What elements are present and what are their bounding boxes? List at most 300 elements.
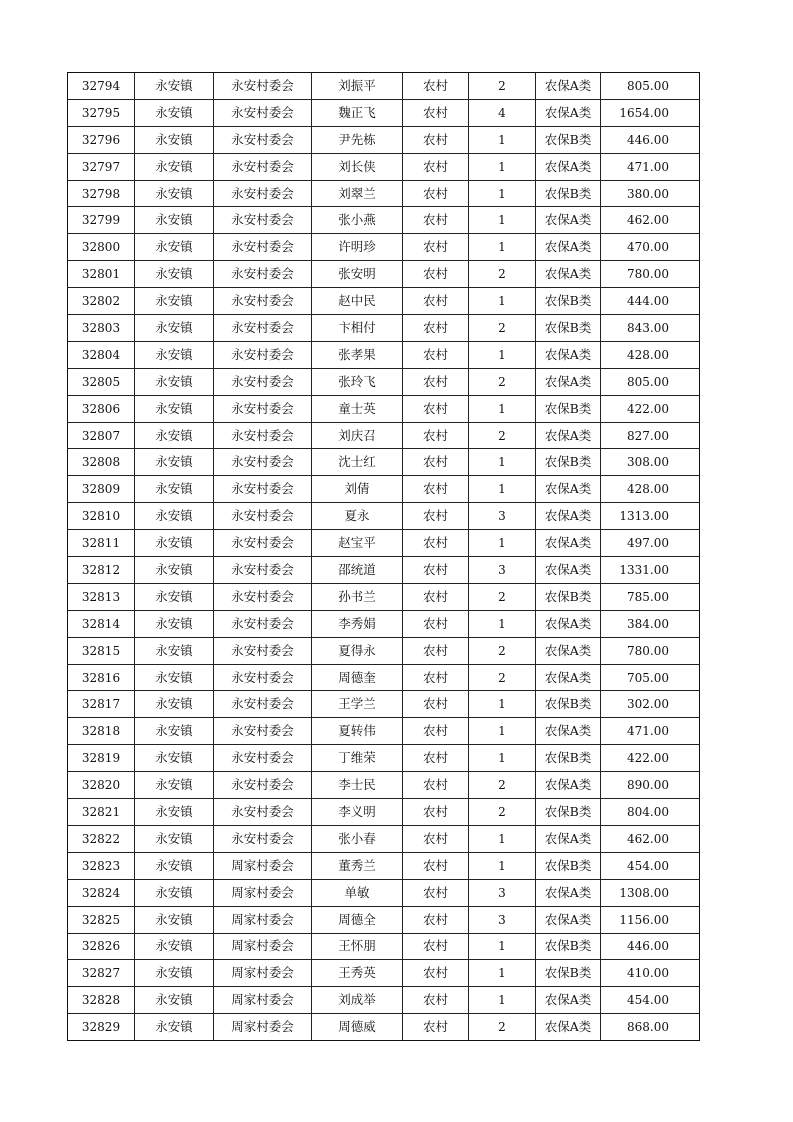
household-size-cell: 2 xyxy=(469,664,536,691)
name-cell: 张玲飞 xyxy=(312,368,403,395)
amount-cell: 471.00 xyxy=(601,153,700,180)
household-size-cell: 1 xyxy=(469,476,536,503)
insurance-category-cell: 农保A类 xyxy=(536,368,601,395)
serial-number-cell: 32799 xyxy=(68,207,135,234)
village-committee-cell: 周家村委会 xyxy=(214,1014,312,1041)
town-cell: 永安镇 xyxy=(135,99,214,126)
town-cell: 永安镇 xyxy=(135,583,214,610)
amount-cell: 410.00 xyxy=(601,960,700,987)
village-committee-cell: 周家村委会 xyxy=(214,960,312,987)
serial-number-cell: 32803 xyxy=(68,315,135,342)
serial-number-cell: 32798 xyxy=(68,180,135,207)
village-committee-cell: 永安村委会 xyxy=(214,476,312,503)
area-type-cell: 农村 xyxy=(403,960,469,987)
household-size-cell: 1 xyxy=(469,987,536,1014)
table-row xyxy=(68,879,700,906)
area-type-cell: 农村 xyxy=(403,99,469,126)
serial-number-cell: 32811 xyxy=(68,530,135,557)
amount-cell: 805.00 xyxy=(601,73,700,100)
amount-cell: 1156.00 xyxy=(601,906,700,933)
table-row xyxy=(68,960,700,987)
insurance-category-cell: 农保B类 xyxy=(536,745,601,772)
village-committee-cell: 周家村委会 xyxy=(214,933,312,960)
table-row xyxy=(68,315,700,342)
name-cell: 夏转伟 xyxy=(312,718,403,745)
table-row xyxy=(68,664,700,691)
name-cell: 王学兰 xyxy=(312,691,403,718)
village-committee-cell: 永安村委会 xyxy=(214,261,312,288)
serial-number-cell: 32808 xyxy=(68,449,135,476)
serial-number-cell: 32795 xyxy=(68,99,135,126)
insurance-category-cell: 农保B类 xyxy=(536,180,601,207)
insurance-category-cell: 农保A类 xyxy=(536,99,601,126)
serial-number-cell: 32815 xyxy=(68,637,135,664)
insurance-category-cell: 农保A类 xyxy=(536,73,601,100)
serial-number-cell: 32825 xyxy=(68,906,135,933)
serial-number-cell: 32818 xyxy=(68,718,135,745)
table-row xyxy=(68,906,700,933)
amount-cell: 1654.00 xyxy=(601,99,700,126)
village-committee-cell: 永安村委会 xyxy=(214,73,312,100)
town-cell: 永安镇 xyxy=(135,395,214,422)
household-size-cell: 1 xyxy=(469,207,536,234)
household-size-cell: 2 xyxy=(469,637,536,664)
serial-number-cell: 32810 xyxy=(68,503,135,530)
household-size-cell: 2 xyxy=(469,1014,536,1041)
household-size-cell: 1 xyxy=(469,530,536,557)
area-type-cell: 农村 xyxy=(403,933,469,960)
insurance-category-cell: 农保A类 xyxy=(536,153,601,180)
area-type-cell: 农村 xyxy=(403,906,469,933)
household-size-cell: 3 xyxy=(469,879,536,906)
amount-cell: 384.00 xyxy=(601,610,700,637)
village-committee-cell: 永安村委会 xyxy=(214,449,312,476)
amount-cell: 444.00 xyxy=(601,288,700,315)
town-cell: 永安镇 xyxy=(135,73,214,100)
serial-number-cell: 32800 xyxy=(68,234,135,261)
name-cell: 李义明 xyxy=(312,799,403,826)
table-body xyxy=(68,73,700,1041)
insurance-category-cell: 农保A类 xyxy=(536,422,601,449)
amount-cell: 422.00 xyxy=(601,395,700,422)
household-size-cell: 1 xyxy=(469,288,536,315)
town-cell: 永安镇 xyxy=(135,1014,214,1041)
area-type-cell: 农村 xyxy=(403,557,469,584)
name-cell: 张小春 xyxy=(312,825,403,852)
insurance-category-cell: 农保A类 xyxy=(536,825,601,852)
village-committee-cell: 永安村委会 xyxy=(214,610,312,637)
name-cell: 董秀兰 xyxy=(312,852,403,879)
town-cell: 永安镇 xyxy=(135,368,214,395)
insurance-category-cell: 农保B类 xyxy=(536,960,601,987)
name-cell: 周德威 xyxy=(312,1014,403,1041)
insurance-category-cell: 农保A类 xyxy=(536,879,601,906)
table-row xyxy=(68,557,700,584)
serial-number-cell: 32804 xyxy=(68,341,135,368)
table-row xyxy=(68,745,700,772)
area-type-cell: 农村 xyxy=(403,879,469,906)
household-size-cell: 1 xyxy=(469,341,536,368)
town-cell: 永安镇 xyxy=(135,422,214,449)
serial-number-cell: 32812 xyxy=(68,557,135,584)
insurance-category-cell: 农保B类 xyxy=(536,395,601,422)
village-committee-cell: 周家村委会 xyxy=(214,906,312,933)
insurance-category-cell: 农保A类 xyxy=(536,987,601,1014)
insurance-category-cell: 农保A类 xyxy=(536,234,601,261)
household-size-cell: 4 xyxy=(469,99,536,126)
name-cell: 尹先栋 xyxy=(312,126,403,153)
household-size-cell: 2 xyxy=(469,799,536,826)
amount-cell: 422.00 xyxy=(601,745,700,772)
area-type-cell: 农村 xyxy=(403,234,469,261)
insurance-category-cell: 农保A类 xyxy=(536,207,601,234)
area-type-cell: 农村 xyxy=(403,825,469,852)
table-row xyxy=(68,368,700,395)
village-committee-cell: 永安村委会 xyxy=(214,207,312,234)
household-size-cell: 3 xyxy=(469,557,536,584)
insurance-category-cell: 农保B类 xyxy=(536,852,601,879)
serial-number-cell: 32826 xyxy=(68,933,135,960)
village-committee-cell: 永安村委会 xyxy=(214,99,312,126)
town-cell: 永安镇 xyxy=(135,799,214,826)
town-cell: 永安镇 xyxy=(135,852,214,879)
table-row xyxy=(68,180,700,207)
village-committee-cell: 永安村委会 xyxy=(214,745,312,772)
insurance-category-cell: 农保A类 xyxy=(536,530,601,557)
serial-number-cell: 32806 xyxy=(68,395,135,422)
amount-cell: 380.00 xyxy=(601,180,700,207)
village-committee-cell: 永安村委会 xyxy=(214,799,312,826)
area-type-cell: 农村 xyxy=(403,718,469,745)
serial-number-cell: 32805 xyxy=(68,368,135,395)
table-row xyxy=(68,341,700,368)
amount-cell: 302.00 xyxy=(601,691,700,718)
town-cell: 永安镇 xyxy=(135,745,214,772)
insurance-category-cell: 农保A类 xyxy=(536,476,601,503)
insurance-category-cell: 农保A类 xyxy=(536,557,601,584)
amount-cell: 470.00 xyxy=(601,234,700,261)
name-cell: 夏得永 xyxy=(312,637,403,664)
amount-cell: 805.00 xyxy=(601,368,700,395)
amount-cell: 827.00 xyxy=(601,422,700,449)
table-row xyxy=(68,610,700,637)
serial-number-cell: 32801 xyxy=(68,261,135,288)
table-row xyxy=(68,449,700,476)
area-type-cell: 农村 xyxy=(403,153,469,180)
town-cell: 永安镇 xyxy=(135,825,214,852)
town-cell: 永安镇 xyxy=(135,906,214,933)
household-size-cell: 1 xyxy=(469,718,536,745)
town-cell: 永安镇 xyxy=(135,772,214,799)
village-committee-cell: 永安村委会 xyxy=(214,825,312,852)
serial-number-cell: 32809 xyxy=(68,476,135,503)
name-cell: 李秀娟 xyxy=(312,610,403,637)
insurance-category-cell: 农保B类 xyxy=(536,583,601,610)
name-cell: 许明珍 xyxy=(312,234,403,261)
household-size-cell: 1 xyxy=(469,960,536,987)
village-committee-cell: 永安村委会 xyxy=(214,288,312,315)
table-row xyxy=(68,583,700,610)
household-size-cell: 1 xyxy=(469,825,536,852)
amount-cell: 1313.00 xyxy=(601,503,700,530)
village-committee-cell: 永安村委会 xyxy=(214,664,312,691)
amount-cell: 890.00 xyxy=(601,772,700,799)
village-committee-cell: 永安村委会 xyxy=(214,772,312,799)
village-committee-cell: 永安村委会 xyxy=(214,718,312,745)
insurance-category-cell: 农保B类 xyxy=(536,288,601,315)
amount-cell: 780.00 xyxy=(601,261,700,288)
town-cell: 永安镇 xyxy=(135,180,214,207)
area-type-cell: 农村 xyxy=(403,852,469,879)
name-cell: 李士民 xyxy=(312,772,403,799)
table-row xyxy=(68,99,700,126)
name-cell: 张小燕 xyxy=(312,207,403,234)
table-row xyxy=(68,234,700,261)
serial-number-cell: 32814 xyxy=(68,610,135,637)
area-type-cell: 农村 xyxy=(403,530,469,557)
name-cell: 刘长侠 xyxy=(312,153,403,180)
amount-cell: 428.00 xyxy=(601,341,700,368)
household-size-cell: 1 xyxy=(469,234,536,261)
name-cell: 刘庆召 xyxy=(312,422,403,449)
village-committee-cell: 永安村委会 xyxy=(214,637,312,664)
town-cell: 永安镇 xyxy=(135,718,214,745)
village-committee-cell: 永安村委会 xyxy=(214,691,312,718)
town-cell: 永安镇 xyxy=(135,341,214,368)
serial-number-cell: 32828 xyxy=(68,987,135,1014)
name-cell: 赵宝平 xyxy=(312,530,403,557)
town-cell: 永安镇 xyxy=(135,879,214,906)
table-row xyxy=(68,933,700,960)
table-row xyxy=(68,153,700,180)
insurance-category-cell: 农保B类 xyxy=(536,799,601,826)
table-row xyxy=(68,825,700,852)
village-committee-cell: 永安村委会 xyxy=(214,368,312,395)
household-size-cell: 1 xyxy=(469,449,536,476)
area-type-cell: 农村 xyxy=(403,664,469,691)
area-type-cell: 农村 xyxy=(403,745,469,772)
household-size-cell: 1 xyxy=(469,153,536,180)
name-cell: 赵中民 xyxy=(312,288,403,315)
village-committee-cell: 永安村委会 xyxy=(214,530,312,557)
serial-number-cell: 32827 xyxy=(68,960,135,987)
table-row xyxy=(68,422,700,449)
town-cell: 永安镇 xyxy=(135,449,214,476)
area-type-cell: 农村 xyxy=(403,126,469,153)
village-committee-cell: 永安村委会 xyxy=(214,126,312,153)
name-cell: 刘振平 xyxy=(312,73,403,100)
amount-cell: 785.00 xyxy=(601,583,700,610)
village-committee-cell: 永安村委会 xyxy=(214,422,312,449)
serial-number-cell: 32817 xyxy=(68,691,135,718)
insurance-category-cell: 农保A类 xyxy=(536,261,601,288)
insurance-category-cell: 农保A类 xyxy=(536,1014,601,1041)
table-row xyxy=(68,637,700,664)
name-cell: 单敏 xyxy=(312,879,403,906)
serial-number-cell: 32813 xyxy=(68,583,135,610)
town-cell: 永安镇 xyxy=(135,637,214,664)
amount-cell: 446.00 xyxy=(601,933,700,960)
insurance-category-cell: 农保B类 xyxy=(536,315,601,342)
village-committee-cell: 永安村委会 xyxy=(214,557,312,584)
area-type-cell: 农村 xyxy=(403,799,469,826)
table-row xyxy=(68,987,700,1014)
insurance-category-cell: 农保B类 xyxy=(536,691,601,718)
amount-cell: 1308.00 xyxy=(601,879,700,906)
household-size-cell: 2 xyxy=(469,422,536,449)
town-cell: 永安镇 xyxy=(135,691,214,718)
amount-cell: 462.00 xyxy=(601,207,700,234)
household-size-cell: 1 xyxy=(469,180,536,207)
area-type-cell: 农村 xyxy=(403,341,469,368)
name-cell: 刘成举 xyxy=(312,987,403,1014)
area-type-cell: 农村 xyxy=(403,395,469,422)
village-committee-cell: 永安村委会 xyxy=(214,153,312,180)
village-committee-cell: 永安村委会 xyxy=(214,503,312,530)
area-type-cell: 农村 xyxy=(403,637,469,664)
insurance-category-cell: 农保A类 xyxy=(536,664,601,691)
table-row xyxy=(68,691,700,718)
name-cell: 卞相付 xyxy=(312,315,403,342)
name-cell: 童士英 xyxy=(312,395,403,422)
serial-number-cell: 32829 xyxy=(68,1014,135,1041)
household-size-cell: 1 xyxy=(469,691,536,718)
town-cell: 永安镇 xyxy=(135,960,214,987)
village-committee-cell: 永安村委会 xyxy=(214,180,312,207)
area-type-cell: 农村 xyxy=(403,422,469,449)
amount-cell: 446.00 xyxy=(601,126,700,153)
area-type-cell: 农村 xyxy=(403,610,469,637)
town-cell: 永安镇 xyxy=(135,530,214,557)
village-committee-cell: 周家村委会 xyxy=(214,879,312,906)
town-cell: 永安镇 xyxy=(135,664,214,691)
amount-cell: 868.00 xyxy=(601,1014,700,1041)
household-size-cell: 3 xyxy=(469,906,536,933)
area-type-cell: 农村 xyxy=(403,207,469,234)
amount-cell: 454.00 xyxy=(601,852,700,879)
household-size-cell: 1 xyxy=(469,610,536,637)
household-size-cell: 1 xyxy=(469,395,536,422)
town-cell: 永安镇 xyxy=(135,207,214,234)
table-row xyxy=(68,126,700,153)
area-type-cell: 农村 xyxy=(403,583,469,610)
name-cell: 丁维荣 xyxy=(312,745,403,772)
serial-number-cell: 32822 xyxy=(68,825,135,852)
table-row xyxy=(68,476,700,503)
household-size-cell: 3 xyxy=(469,503,536,530)
area-type-cell: 农村 xyxy=(403,449,469,476)
area-type-cell: 农村 xyxy=(403,503,469,530)
village-committee-cell: 周家村委会 xyxy=(214,852,312,879)
table-row xyxy=(68,207,700,234)
serial-number-cell: 32797 xyxy=(68,153,135,180)
village-committee-cell: 永安村委会 xyxy=(214,583,312,610)
serial-number-cell: 32823 xyxy=(68,852,135,879)
area-type-cell: 农村 xyxy=(403,691,469,718)
village-committee-cell: 周家村委会 xyxy=(214,987,312,1014)
household-size-cell: 2 xyxy=(469,772,536,799)
amount-cell: 705.00 xyxy=(601,664,700,691)
household-size-cell: 1 xyxy=(469,852,536,879)
household-size-cell: 1 xyxy=(469,933,536,960)
name-cell: 张孝果 xyxy=(312,341,403,368)
name-cell: 沈士红 xyxy=(312,449,403,476)
insurance-category-cell: 农保A类 xyxy=(536,772,601,799)
town-cell: 永安镇 xyxy=(135,933,214,960)
table-row xyxy=(68,852,700,879)
town-cell: 永安镇 xyxy=(135,153,214,180)
insurance-category-cell: 农保B类 xyxy=(536,933,601,960)
insurance-category-cell: 农保A类 xyxy=(536,503,601,530)
amount-cell: 804.00 xyxy=(601,799,700,826)
household-size-cell: 2 xyxy=(469,368,536,395)
serial-number-cell: 32796 xyxy=(68,126,135,153)
name-cell: 孙书兰 xyxy=(312,583,403,610)
town-cell: 永安镇 xyxy=(135,557,214,584)
town-cell: 永安镇 xyxy=(135,126,214,153)
insurance-category-cell: 农保A类 xyxy=(536,341,601,368)
name-cell: 周德全 xyxy=(312,906,403,933)
area-type-cell: 农村 xyxy=(403,987,469,1014)
name-cell: 邵统道 xyxy=(312,557,403,584)
table-row xyxy=(68,288,700,315)
serial-number-cell: 32824 xyxy=(68,879,135,906)
village-committee-cell: 永安村委会 xyxy=(214,234,312,261)
area-type-cell: 农村 xyxy=(403,1014,469,1041)
household-size-cell: 2 xyxy=(469,583,536,610)
area-type-cell: 农村 xyxy=(403,261,469,288)
household-size-cell: 2 xyxy=(469,73,536,100)
insurance-category-cell: 农保B类 xyxy=(536,449,601,476)
serial-number-cell: 32819 xyxy=(68,745,135,772)
amount-cell: 308.00 xyxy=(601,449,700,476)
town-cell: 永安镇 xyxy=(135,261,214,288)
area-type-cell: 农村 xyxy=(403,315,469,342)
amount-cell: 497.00 xyxy=(601,530,700,557)
insurance-category-cell: 农保A类 xyxy=(536,610,601,637)
amount-cell: 843.00 xyxy=(601,315,700,342)
village-committee-cell: 永安村委会 xyxy=(214,395,312,422)
table-row xyxy=(68,1014,700,1041)
serial-number-cell: 32820 xyxy=(68,772,135,799)
serial-number-cell: 32807 xyxy=(68,422,135,449)
serial-number-cell: 32816 xyxy=(68,664,135,691)
town-cell: 永安镇 xyxy=(135,476,214,503)
household-size-cell: 2 xyxy=(469,261,536,288)
area-type-cell: 农村 xyxy=(403,476,469,503)
serial-number-cell: 32802 xyxy=(68,288,135,315)
area-type-cell: 农村 xyxy=(403,180,469,207)
household-size-cell: 2 xyxy=(469,315,536,342)
household-size-cell: 1 xyxy=(469,126,536,153)
serial-number-cell: 32794 xyxy=(68,73,135,100)
name-cell: 王秀英 xyxy=(312,960,403,987)
amount-cell: 780.00 xyxy=(601,637,700,664)
name-cell: 王怀朋 xyxy=(312,933,403,960)
table-row xyxy=(68,73,700,100)
insurance-category-cell: 农保A类 xyxy=(536,637,601,664)
name-cell: 刘倩 xyxy=(312,476,403,503)
town-cell: 永安镇 xyxy=(135,987,214,1014)
village-committee-cell: 永安村委会 xyxy=(214,341,312,368)
table-row xyxy=(68,530,700,557)
name-cell: 刘翠兰 xyxy=(312,180,403,207)
town-cell: 永安镇 xyxy=(135,503,214,530)
table-row xyxy=(68,718,700,745)
insurance-category-cell: 农保A类 xyxy=(536,906,601,933)
name-cell: 魏正飞 xyxy=(312,99,403,126)
serial-number-cell: 32821 xyxy=(68,799,135,826)
